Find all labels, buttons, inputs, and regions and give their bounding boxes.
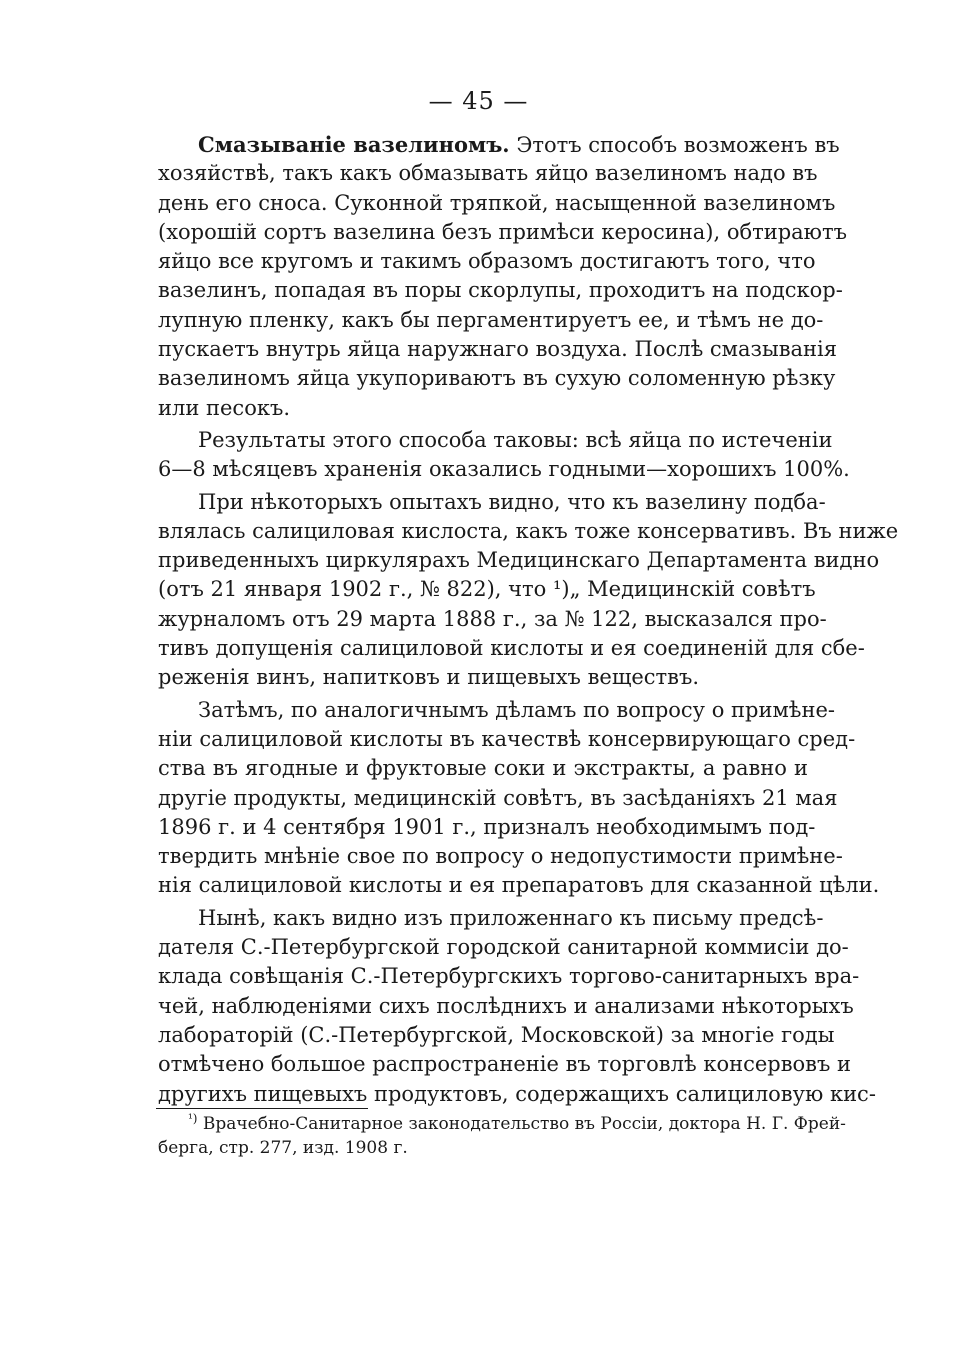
text-line: 1896 г. и 4 сентября 1901 г., призналъ необходимымъ под- (158, 814, 816, 839)
text-line: ства въ ягодные и фруктовые соки и экстракты, а равно и (158, 756, 808, 781)
footnote-line: берга, стр. 277, изд. 1908 г. (158, 1138, 408, 1158)
text-line: отмѣчено большое распространенiе въ торговлѣ консервовъ и (158, 1052, 852, 1077)
text-line: тивъ допущенiя салициловой кислоты и ея соединенiй для сбе- (158, 636, 865, 661)
paragraph-sanitary-commission (158, 904, 876, 1109)
text-line: вазелинъ, попадая въ поры скорлупы, проходитъ на подскор- (158, 278, 843, 303)
text-line: чей, наблюденiями сихъ послѣднихъ и анализами нѣкоторыхъ (158, 993, 854, 1018)
text-line: (хорошiй сортъ вазелина безъ примѣси керосина), обтираютъ (158, 219, 847, 244)
text-line: лупную пленку, какъ бы пергаментируетъ ее, и тѣмъ не до- (158, 307, 824, 332)
paragraph-vaseline-coating (158, 130, 847, 423)
text-line: клада совѣщанiя С.-Петербургскихъ торгово-санитарныхъ вра- (158, 964, 860, 989)
text-line: хозяйствѣ, такъ какъ обмазывать яйцо вазелиномъ надо въ (158, 161, 818, 186)
text-line: приведенныхъ циркулярахъ Медицинскаго Департамента видно (158, 548, 880, 573)
text-line: Затѣмъ, по аналогичнымъ дѣламъ по вопросу о примѣне- (198, 697, 835, 722)
text-line: Нынѣ, какъ видно изъ приложеннаго къ письму предсѣ- (198, 905, 824, 930)
text-line: день его сноса. Суконной тряпкой, насыщенной вазелиномъ (158, 190, 836, 215)
footnote-divider (156, 1108, 368, 1109)
text-line: (отъ 21 января 1902 г., № 822), что ¹)„ Медицинскiй совѣтъ (158, 577, 816, 602)
text-line: пускаетъ внутрь яйца наружнаго воздуха. Послѣ смазыванiя (158, 337, 838, 362)
text-line: реженiя винъ, напитковъ и пищевыхъ веществъ. (158, 665, 700, 690)
text-line: твердить мнѣнiе свое по вопросу о недопустимости примѣне- (158, 844, 843, 869)
text-line: другихъ пищевыхъ продуктовъ, содержащихъ салициловую кис- (158, 1081, 876, 1106)
text-line: Результаты этого способа таковы: всѣ яйца по истеченiи (198, 427, 833, 452)
text-line: нiя салициловой кислоты и ея препаратовъ для сказанной цѣли. (158, 873, 880, 898)
page-number: — 45 — (428, 87, 529, 115)
text-line: или песокъ. (158, 395, 290, 420)
text-line: яйцо все кругомъ и такимъ образомъ достигаютъ того, что (158, 249, 816, 274)
footnote-marker: ¹) (188, 1111, 198, 1126)
text-line: влялась салициловая кислоста, какъ тоже консервативъ. Въ ниже (158, 518, 899, 543)
text-line: Смазыванiе вазелиномъ. Этотъ способъ возможенъ въ (198, 132, 840, 157)
text-line: другiе продукты, медицинскiй совѣтъ, въ засѣданiяхъ 21 мая (158, 785, 838, 810)
paragraph-salicylic-acid (158, 488, 899, 693)
text-line: При нѣкоторыхъ опытахъ видно, что къ вазелину подба- (198, 489, 826, 514)
footnote-line: $^{^1)}$ Врачебно-Санитарное законодательство въ Россiи, доктора Н. Г. Фрей- (188, 1111, 846, 1134)
text-line: нiи салициловой кислоты въ качествѣ консервирующаго сред- (158, 726, 856, 751)
text-line: вазелиномъ яйца укупориваютъ въ сухую соломенную рѣзку (158, 366, 836, 391)
paragraph-results (158, 426, 850, 485)
text-line: лабораторiй (С.-Петербургской, Московской) за многiе годы (158, 1022, 835, 1047)
text-line: дателя С.-Петербургской городской санитарной коммисiи до- (158, 935, 849, 960)
paragraph-medical-council (158, 696, 880, 901)
body-text (158, 130, 899, 1109)
text-line: журналомъ отъ 29 марта 1888 г., за № 122, высказался про- (158, 606, 827, 631)
section-heading: Смазыванiе вазелиномъ. (198, 132, 510, 157)
footnote (158, 1111, 846, 1160)
text-line: 6—8 мѣсяцевъ храненiя оказались годными—хорошихъ 100%. (158, 457, 850, 482)
